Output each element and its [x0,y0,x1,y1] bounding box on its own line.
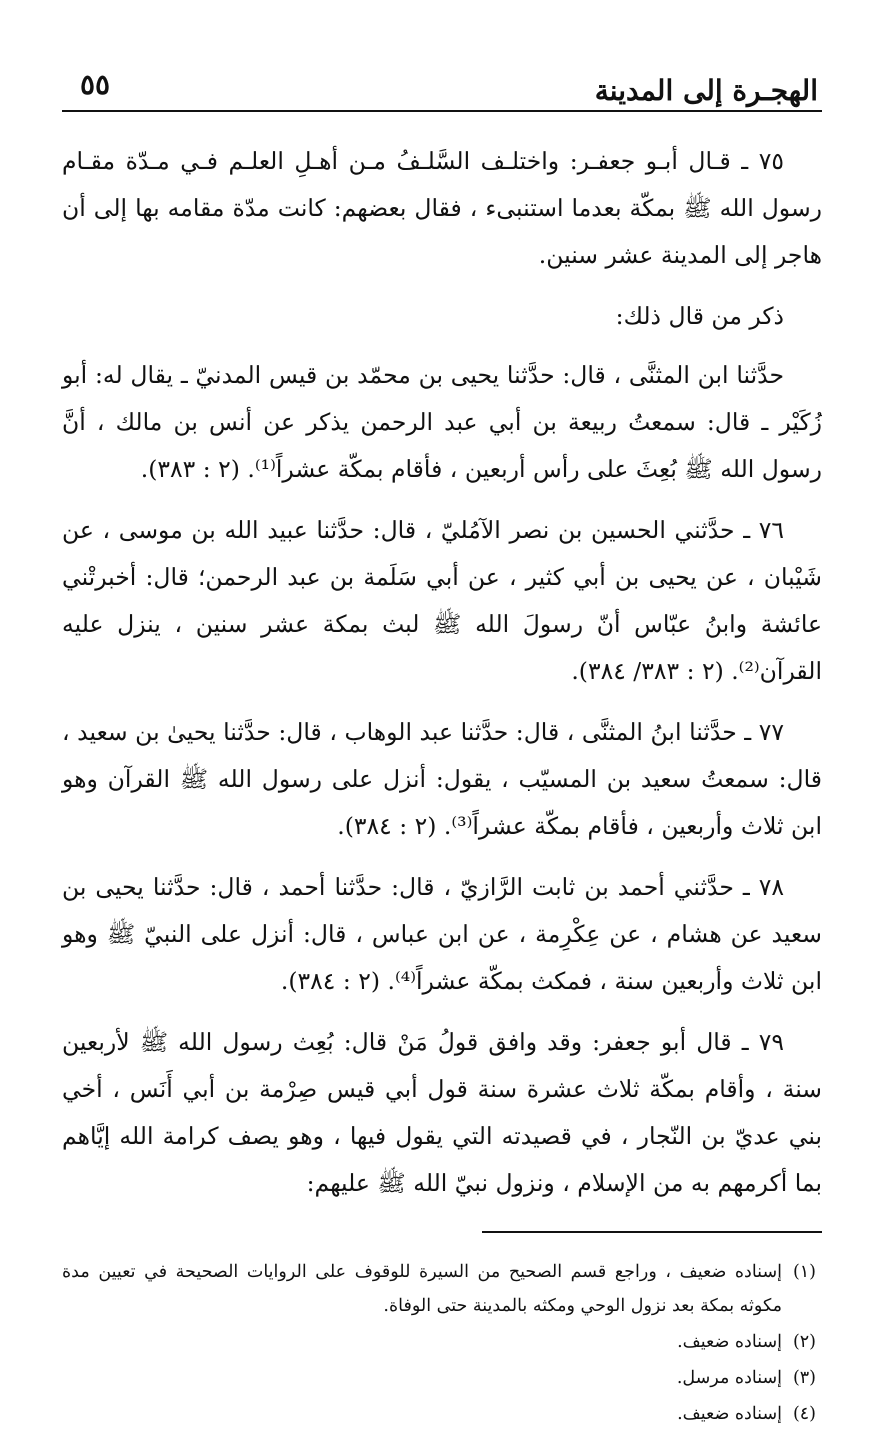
footnote-3 [62,1361,822,1395]
page-number: ٥٥ [80,68,111,101]
footnote-number: (٤) [792,1404,816,1424]
paragraph-text: حدَّثنا ابن المثنَّى ، قال: حدَّثنا يحيى بن محمّد بن قيس المدنيّ ـ يقال له: أبو زُكَيْر ـ قال: سمعتُ ربيعة بن أبي عبد الرحمن يذكر عن أنس بن مالك ، أنَّ رسول الله ﷺ بُعِثَ على رأس أربعين ، فأقام بمكّة عشراً⁽¹⁾. (٢ : ٣٨٣). [62,361,822,483]
paragraph-75 [62,138,822,279]
footnote-text: إسناده مرسل. [676,1368,782,1388]
footnote-text: إسناده ضعيف ، وراجع قسم الصحيح من السيرة للوقوف على الروايات الصحيحة في تعيين مدة مكوثه بمكة بعد نزول الوحي ومكثه بالمدينة حتى الوفاة. [62,1262,782,1316]
footnote-number: (٣) [792,1368,816,1388]
paragraph-77 [62,709,822,850]
section-heading [62,293,822,340]
main-text [62,138,822,1207]
paragraph-text: ٧٦ ـ حدَّثني الحسين بن نصر الآمُليّ ، قال: حدَّثنا عبيد الله بن موسى ، عن شَيْبان ، عن يحيى بن أبي كثير ، عن أبي سَلَمة بن عبد الرحمن؛ قال: أخبرتْني عائشة وابنُ عبّاس أنّ رسولَ الله ﷺ لبث بمكة عشر سنين ، ينزل عليه القرآن⁽²⁾. (٢ : ٣٨٣/ ٣٨٤). [62,516,822,685]
heading-text: ذكر من قال ذلك: [615,302,784,330]
paragraph-text: ٧٩ ـ قال أبو جعفر: وقد وافق قولُ مَنْ قال: بُعِث رسول الله ﷺ لأربعين سنة ، وأقام بمكّة ثلاث عشرة سنة قول أبي قيس صِرْمة بن أبي أَنَس ، أخي بني عديّ بن النّجار ، في قصيدته التي يقول فيها ، وهو يصف كرامة الله إيَّاهم بما أكرمهم به من الإسلام ، ونزول نبيّ الله ﷺ عليهم: [62,1028,822,1197]
footnote-1 [62,1255,822,1323]
paragraph-78 [62,864,822,1005]
paragraph-text: ٧٥ ـ قـال أبـو جعفـر: واختلـف السَّلـفُ مـن أهـلِ العلـم فـي مـدّة مقـام رسول الله ﷺ بمكّة بعدما استنبىء ، فقال بعضهم: كانت مدّة مقامه بها إلى أن هاجر إلى المدينة عشر سنين. [62,147,822,269]
chapter-title: الهجـرة إلى المدينة [594,74,818,107]
paragraph-text: ٧٨ ـ حدَّثني أحمد بن ثابت الرَّازيّ ، قال: حدَّثنا أحمد ، قال: حدَّثنا يحيى بن سعيد عن هشام ، عن عِكْرِمة ، عن ابن عباس ، قال: أنزل على النبيّ ﷺ وهو ابن ثلاث وأربعين سنة ، فمكث بمكّة عشراً⁽⁴⁾. (٢ : ٣٨٤). [62,873,822,995]
footnote-text: إسناده ضعيف. [677,1332,782,1352]
book-page [62,60,822,1424]
footnote-text: إسناده ضعيف. [677,1404,782,1424]
footnotes [62,1255,822,1431]
paragraph-narration [62,352,822,493]
footnote-2 [62,1325,822,1359]
footnote-4 [62,1397,822,1431]
footnote-number: (١) [792,1262,816,1282]
running-head [62,60,822,112]
paragraph-76 [62,507,822,695]
footnote-number: (٢) [792,1332,816,1352]
footnote-separator [482,1231,822,1233]
paragraph-79 [62,1019,822,1207]
paragraph-text: ٧٧ ـ حدَّثنا ابنُ المثنَّى ، قال: حدَّثنا عبد الوهاب ، قال: حدَّثنا يحيىٰ بن سعيد ، قال: سمعتُ سعيد بن المسيّب ، يقول: أنزل على رسول الله ﷺ القرآن وهو ابن ثلاث وأربعين ، فأقام بمكّة عشراً⁽³⁾. (٢ : ٣٨٤). [62,718,822,840]
